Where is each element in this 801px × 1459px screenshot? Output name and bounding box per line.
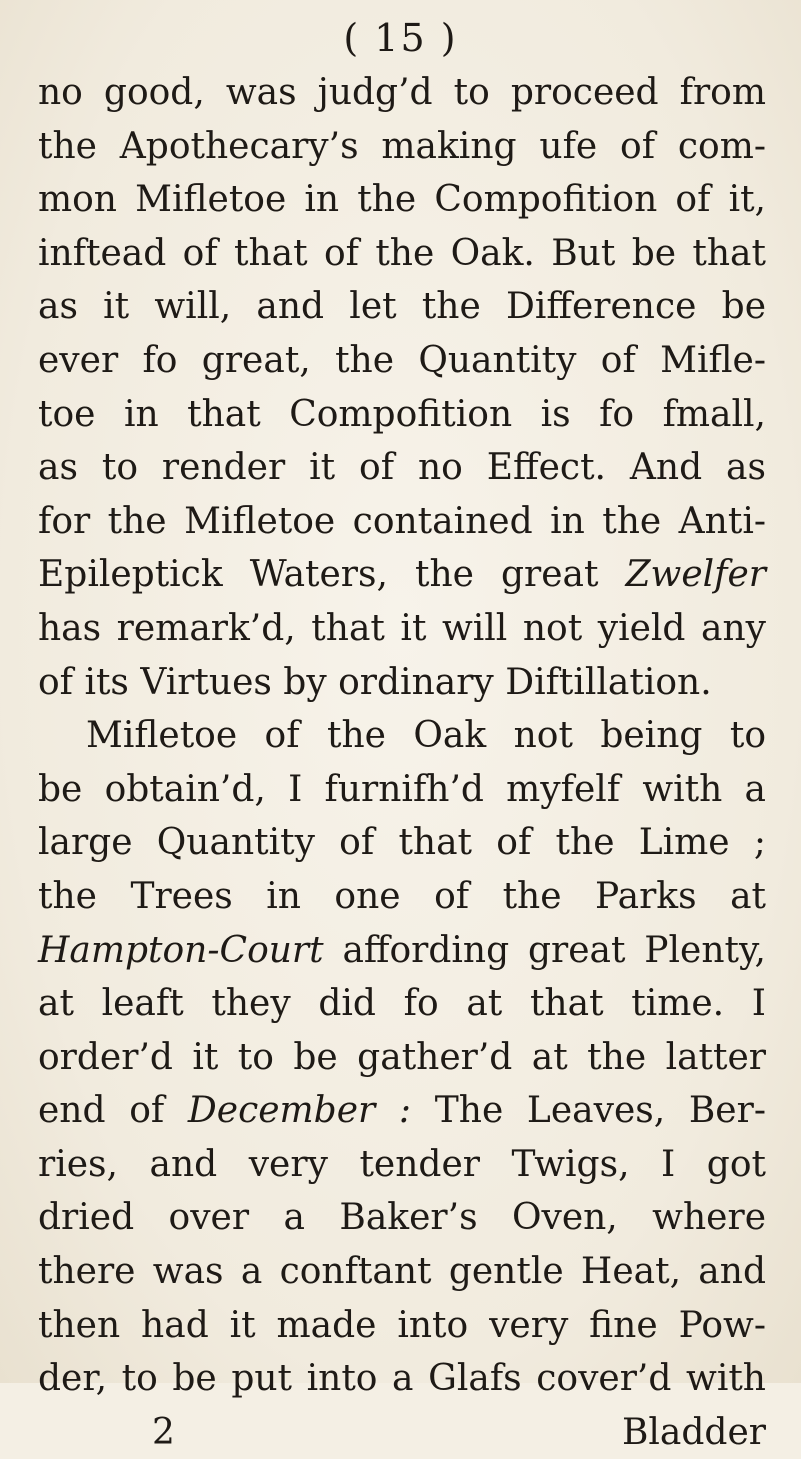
text-line: the Trees in one of the Parks at [38, 875, 766, 917]
text-line: as it will, and let the Difference be [38, 286, 766, 328]
text-line: as to render it of no Effect. And as [38, 447, 766, 489]
text-line: toe in that Compofition is fo fmall, [38, 393, 766, 435]
text-line: ries, and very tender Twigs, I got [38, 1143, 766, 1185]
text-segment: end of [38, 1090, 165, 1132]
text-line: be obtain’d, I furnifh’d myfelf with a [38, 768, 766, 810]
text-line: inftead of that of the Oak. But be that [38, 232, 766, 274]
text-segment: The Leaves, Ber- [434, 1090, 766, 1132]
paragraph-start-line: Mifletoe of the Oak not being to [86, 715, 766, 757]
text-line: then had it made into very fine Pow- [38, 1304, 766, 1346]
body-text [38, 66, 766, 1459]
text-line: for the Mifletoe contained in the Anti- [38, 500, 766, 542]
text-line: at leaft they did fo at that time. I [38, 983, 766, 1025]
text-line: of its Virtues by ordinary Diftillation. [38, 661, 712, 703]
text-line: mon Mifletoe in the Compofition of it, [38, 179, 766, 221]
text-line: the Apothecary’s making ufe of com- [38, 125, 766, 167]
text-segment: affording great Plenty, [342, 929, 767, 971]
text-line [38, 1084, 766, 1138]
signature-mark: 2 [152, 1411, 175, 1453]
text-line: has remark’d, that it will not yield any [38, 607, 766, 649]
italic-place-name: Hampton-Court [38, 929, 324, 971]
text-line: no good, was judg’d to proceed from [38, 72, 766, 113]
page-number: ( 15 ) [343, 16, 458, 60]
text-line: ever fo great, the Quantity of Mifle- [38, 339, 766, 381]
text-segment: Epileptick Waters, the great [38, 554, 599, 596]
text-line: large Quantity of that of the Lime ; [38, 822, 766, 864]
text-line: der, to be put into a Glafs cover’d with [38, 1358, 766, 1400]
text-line: order’d it to be gather’d at the latter [38, 1036, 766, 1078]
catchword: Bladder [621, 1411, 766, 1453]
italic-name: Zwelfer [625, 554, 766, 596]
italic-month: December : [187, 1090, 412, 1132]
footer-line [38, 1406, 766, 1459]
text-line: there was a conftant gentle Heat, and [38, 1251, 766, 1293]
text-line [38, 548, 766, 602]
text-line: dried over a Baker’s Oven, where [38, 1197, 766, 1239]
text-line [38, 924, 766, 978]
